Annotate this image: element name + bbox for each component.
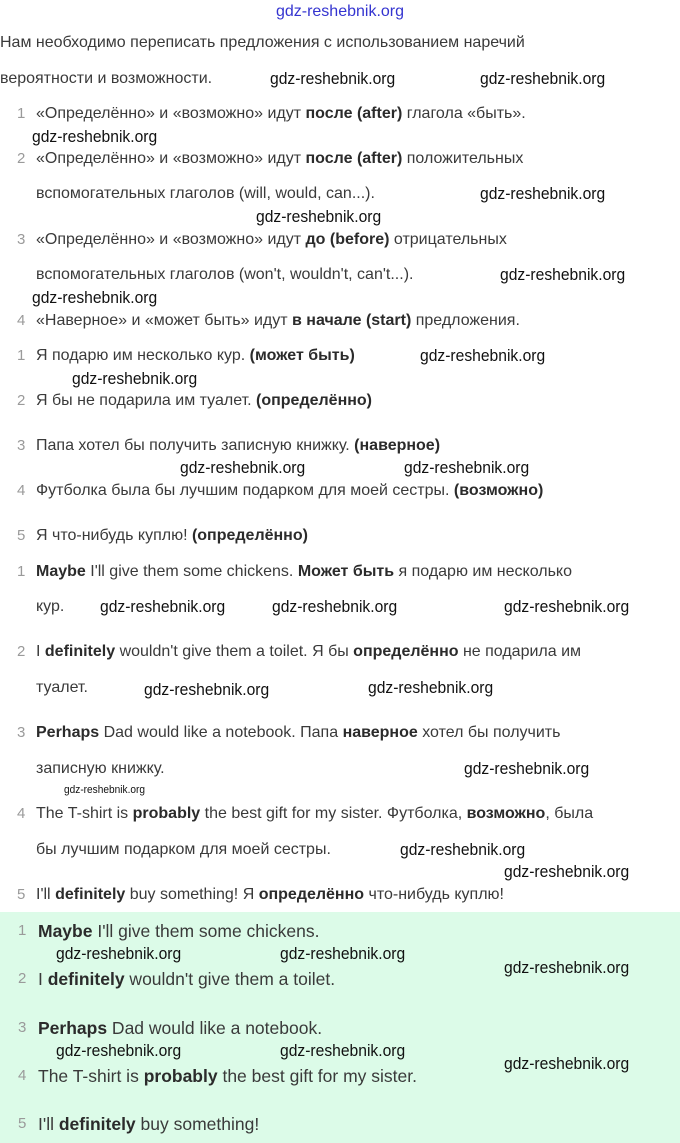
- bold-keyword: определённо: [353, 643, 459, 660]
- exercise-line: [36, 346, 355, 366]
- answer-line: [38, 969, 335, 989]
- bold-keyword: наверное: [342, 724, 418, 741]
- text-segment: I'll give them some chickens.: [85, 563, 298, 580]
- watermark: gdz-reshebnik.org: [72, 369, 198, 388]
- bold-keyword: до (before): [305, 231, 390, 248]
- watermark: gdz-reshebnik.org: [270, 69, 396, 88]
- text-segment: отрицательных: [389, 231, 507, 248]
- bold-keyword: definitely: [58, 1114, 136, 1134]
- text-segment: I'll: [36, 886, 56, 903]
- text-segment: предложения.: [411, 312, 520, 329]
- watermark: gdz-reshebnik.org: [280, 944, 406, 963]
- item-number: 4: [17, 312, 26, 329]
- text-segment: туалет.: [36, 679, 88, 696]
- watermark: gdz-reshebnik.org: [420, 346, 546, 365]
- bold-keyword: Perhaps: [36, 724, 100, 741]
- rule-line: [36, 104, 526, 124]
- watermark: gdz-reshebnik.org: [56, 1041, 182, 1060]
- text-segment: Я подарю им несколько кур.: [36, 347, 250, 364]
- item-number: 5: [17, 886, 26, 903]
- text-segment: не подарила им: [458, 643, 582, 660]
- translation-line: [36, 723, 560, 743]
- watermark: gdz-reshebnik.org: [256, 207, 382, 226]
- intro-line: [0, 69, 212, 89]
- bold-keyword: (возможно): [453, 482, 544, 499]
- rule-line: [36, 184, 375, 204]
- rule-line: [36, 230, 507, 250]
- bold-keyword: в начале (start): [292, 312, 412, 329]
- bold-keyword: Maybe: [36, 563, 86, 580]
- bold-keyword: (наверное): [354, 437, 441, 454]
- watermark: gdz-reshebnik.org: [400, 840, 526, 859]
- watermark: gdz-reshebnik.org: [504, 958, 630, 977]
- item-number: 2: [17, 392, 26, 409]
- item-number: 1: [17, 347, 26, 364]
- bold-keyword: (определённо): [191, 527, 308, 544]
- text-segment: the best gift for my sister.: [217, 1066, 417, 1086]
- text-segment: Dad would like a notebook. Папа: [99, 724, 343, 741]
- rule-line: [36, 311, 520, 331]
- item-number: 5: [17, 527, 26, 544]
- text-segment: положительных: [402, 150, 524, 167]
- watermark: gdz-reshebnik.org: [464, 759, 590, 778]
- watermark: gdz-reshebnik.org: [504, 862, 630, 881]
- text-segment: , была: [545, 805, 594, 822]
- text-segment: Папа хотел бы получить записную книжку.: [36, 437, 355, 454]
- item-number: 2: [17, 150, 26, 167]
- watermark: gdz-reshebnik.org: [480, 184, 606, 203]
- item-number: 4: [17, 805, 26, 822]
- text-segment: «Определённо» и «возможно» идут: [36, 231, 306, 248]
- text-segment: записную книжку.: [36, 760, 165, 777]
- text-segment: что-нибудь куплю!: [364, 886, 504, 903]
- text-segment: хотел бы получить: [417, 724, 561, 741]
- watermark: gdz-reshebnik.org: [504, 1054, 630, 1073]
- text-segment: Я что-нибудь куплю!: [36, 527, 192, 544]
- text-segment: вспомогательных глаголов (will, would, can...).: [36, 185, 375, 202]
- text-segment: бы лучшим подарком для моей сестры.: [36, 841, 331, 858]
- header-watermark: gdz-reshebnik.org: [275, 3, 405, 20]
- text-segment: buy something!: [135, 1114, 260, 1134]
- item-number: 3: [17, 231, 26, 248]
- bold-keyword: probably: [143, 1066, 218, 1086]
- watermark: gdz-reshebnik.org: [280, 1041, 406, 1060]
- answer-line: [38, 1114, 259, 1134]
- text-segment: я подарю им несколько: [394, 563, 572, 580]
- answer-line: [38, 921, 320, 941]
- text-segment: I: [36, 643, 45, 660]
- item-number: 5: [18, 1115, 27, 1132]
- item-number: 3: [18, 1019, 27, 1036]
- text-segment: вспомогательных глаголов (won't, wouldn't, can't...).: [36, 266, 414, 283]
- bold-keyword: probably: [132, 805, 201, 822]
- bold-keyword: после (after): [305, 150, 403, 167]
- watermark: gdz-reshebnik.org: [272, 597, 398, 616]
- watermark: gdz-reshebnik.org: [480, 69, 606, 88]
- intro-line: [0, 33, 525, 53]
- bold-keyword: определённо: [258, 886, 365, 903]
- watermark: gdz-reshebnik.org: [180, 458, 306, 477]
- item-number: 1: [18, 922, 27, 939]
- text-segment: I: [38, 969, 48, 989]
- text-segment: wouldn't give them a toilet.: [124, 969, 336, 989]
- translation-line: [36, 597, 64, 617]
- bold-keyword: Может быть: [297, 563, 395, 580]
- bold-keyword: (определённо): [256, 392, 372, 409]
- bold-keyword: definitely: [44, 643, 116, 660]
- watermark: gdz-reshebnik.org: [32, 288, 158, 307]
- watermark: gdz-reshebnik.org: [100, 597, 226, 616]
- item-number: 1: [17, 105, 26, 122]
- text-segment: The T-shirt is: [38, 1066, 144, 1086]
- watermark: gdz-reshebnik.org: [368, 678, 494, 697]
- exercise-line: [36, 526, 308, 546]
- text-segment: I'll give them some chickens.: [92, 921, 320, 941]
- watermark: gdz-reshebnik.org: [404, 458, 530, 477]
- item-number: 2: [18, 970, 27, 987]
- text-segment: «Определённо» и «возможно» идут: [36, 105, 306, 122]
- rule-line: [36, 265, 413, 285]
- text-segment: wouldn't give them a toilet. Я бы: [115, 643, 354, 660]
- text-segment: Dad would like a notebook.: [107, 1018, 323, 1038]
- item-number: 1: [17, 563, 26, 580]
- text-segment: вероятности и возможности.: [0, 70, 213, 87]
- exercise-line: [36, 481, 543, 501]
- text-segment: The T-shirt is: [36, 805, 133, 822]
- bold-keyword: (может быть): [249, 347, 355, 364]
- item-number: 4: [18, 1067, 27, 1084]
- item-number: 2: [17, 643, 26, 660]
- watermark: gdz-reshebnik.org: [144, 680, 270, 699]
- watermark: gdz-reshebnik.org: [56, 944, 182, 963]
- answer-line: [38, 1018, 322, 1038]
- watermark-small: gdz-reshebnik.org: [64, 784, 146, 796]
- text-segment: глагола «быть».: [402, 105, 526, 122]
- rule-line: [36, 149, 523, 169]
- bold-keyword: definitely: [55, 886, 126, 903]
- watermark: gdz-reshebnik.org: [32, 127, 158, 146]
- text-segment: Я бы не подарила им туалет.: [36, 392, 257, 409]
- item-number: 4: [17, 482, 26, 499]
- translation-line: [36, 885, 504, 905]
- watermark: gdz-reshebnik.org: [504, 597, 630, 616]
- text-segment: Нам необходимо переписать предложения с использованием наречий: [0, 34, 525, 51]
- item-number: 3: [17, 437, 26, 454]
- text-segment: I'll: [38, 1114, 59, 1134]
- translation-line: [36, 804, 593, 824]
- exercise-line: [36, 436, 440, 456]
- bold-keyword: Perhaps: [38, 1018, 108, 1038]
- text-segment: кур.: [36, 598, 65, 615]
- watermark: gdz-reshebnik.org: [500, 265, 626, 284]
- bold-keyword: definitely: [47, 969, 125, 989]
- bold-keyword: после (after): [305, 105, 403, 122]
- exercise-line: [36, 391, 372, 411]
- translation-line: [36, 759, 165, 779]
- item-number: 3: [17, 724, 26, 741]
- text-segment: the best gift for my sister. Футболка,: [200, 805, 467, 822]
- text-segment: «Определённо» и «возможно» идут: [36, 150, 306, 167]
- translation-line: [36, 642, 581, 662]
- translation-line: [36, 562, 572, 582]
- text-segment: «Наверное» и «может быть» идут: [36, 312, 293, 329]
- text-segment: buy something! Я: [125, 886, 259, 903]
- translation-line: [36, 678, 88, 698]
- bold-keyword: Maybe: [38, 921, 93, 941]
- answer-line: [38, 1066, 417, 1086]
- text-segment: Футболка была бы лучшим подарком для моей сестры.: [36, 482, 454, 499]
- translation-line: [36, 840, 331, 860]
- bold-keyword: возможно: [466, 805, 546, 822]
